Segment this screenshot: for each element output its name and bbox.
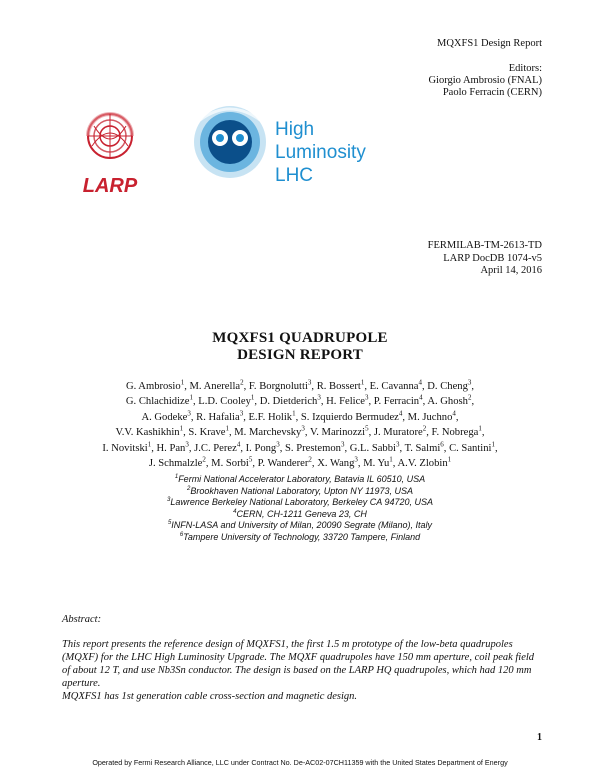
author-affiliation-number: 3 bbox=[301, 424, 305, 433]
author-affiliation-number: 1 bbox=[389, 455, 393, 464]
author-affiliation-number: 4 bbox=[452, 409, 456, 418]
abstract-label: Abstract: bbox=[62, 614, 102, 625]
author-affiliation-number: 3 bbox=[467, 378, 472, 387]
author-affiliation-number: 1 bbox=[447, 455, 452, 464]
author-name: E. Cavanna$^4$ bbox=[369, 378, 422, 392]
editor-1: Giorgio Ambrosio (FNAL) bbox=[428, 75, 542, 86]
authors-line: J. Schmalzle$^2$, M. Sorbi$^5$, P. Wanderer$^2$, X. Wang$^3$, M. Yu$^1$, A.V. Zlobin$^1$ bbox=[148, 455, 452, 470]
document-info bbox=[428, 240, 542, 278]
author-affiliation-number: 1 bbox=[250, 393, 255, 402]
author-affiliation-number: 2 bbox=[308, 455, 312, 464]
author-affiliation-number: 1 bbox=[478, 424, 482, 433]
author-name: A. Ghosh$^2$ bbox=[427, 393, 472, 408]
affiliation-text: INFN-LASA and University of Milan, 20090 Segrate (Milano), Italy bbox=[171, 520, 433, 530]
page-number: 1 bbox=[537, 732, 542, 743]
author-name: I. Novitski$^1$ bbox=[102, 440, 152, 454]
title-line-1: MQXFS1 QUADRUPOLE bbox=[212, 330, 388, 346]
author-affiliation-number: 3 bbox=[395, 440, 400, 449]
author-name: R. Hafalia$^3$ bbox=[196, 409, 244, 423]
affiliation-item bbox=[60, 509, 540, 521]
affiliation-number: 2 bbox=[187, 485, 191, 492]
author-affiliation-number: 3 bbox=[317, 393, 321, 402]
hilumi-line2: Luminosity bbox=[275, 142, 366, 163]
author-name: P. Wanderer$^2$ bbox=[257, 455, 312, 470]
author-affiliation-number: 2 bbox=[202, 455, 206, 464]
author-affiliation-number: 1 bbox=[491, 440, 495, 449]
author-affiliation-number: 1 bbox=[147, 440, 152, 449]
hilumi-emblem-icon bbox=[194, 106, 266, 178]
author-name: F. Borgnolutti$^3$ bbox=[248, 378, 312, 392]
affiliation-item bbox=[60, 486, 540, 498]
larp-logo-graphic bbox=[70, 100, 390, 210]
editors-block bbox=[428, 63, 542, 99]
author-affiliation-number: 4 bbox=[418, 378, 422, 387]
author-name: E.F. Holik$^1$ bbox=[248, 409, 296, 423]
author-affiliation-number: 3 bbox=[307, 378, 312, 387]
author-name: S. Krave$^1$ bbox=[188, 424, 229, 439]
affiliation-number: 5 bbox=[167, 520, 172, 526]
hilumi-line1: High bbox=[275, 119, 315, 140]
author-name: I. Pong$^3$ bbox=[245, 440, 280, 454]
author-name: V. Marinozzi$^5$ bbox=[309, 424, 369, 439]
author-name: J. Muratore$^2$ bbox=[373, 424, 427, 439]
author-affiliation-number: 3 bbox=[239, 409, 244, 418]
author-affiliation-number: 5 bbox=[248, 455, 253, 464]
abstract-para-2: MQXFS1 has 1st generation cable cross-section and magnetic design. bbox=[62, 691, 358, 702]
docdb-number: LARP DocDB 1074-v5 bbox=[443, 252, 542, 264]
author-name: S. Prestemon$^3$ bbox=[285, 440, 345, 454]
author-name: F. Nobrega$^1$ bbox=[431, 424, 482, 439]
author-name: G. Ambrosio$^1$ bbox=[125, 378, 185, 392]
affiliation-number: 3 bbox=[167, 497, 171, 503]
abstract-para-1: This report presents the reference design of MQXFS1, the first 1.5 m prototype of the low-beta quadrupoles (MQXF) for the LHC High Luminosity Upgrade. The MQXF quadrupoles have 150 mm aperture, coil peak field of about 12 T, and use Nb3Sn conductor. The design is based on the LARP HQ quadrupoles, which had 120 mm aperture. bbox=[62, 639, 535, 689]
authors-line: I. Novitski$^1$, H. Pan$^3$, J.C. Perez$^4$, I. Pong$^3$, S. Prestemon$^3$, G.L. Sabbi$^3$, T. Salmi$^6$, C. Santini$^1$, bbox=[102, 440, 498, 454]
author-affiliation-number: 1 bbox=[292, 409, 296, 418]
author-affiliation-number: 3 bbox=[354, 455, 358, 464]
author-affiliation-number: 1 bbox=[179, 424, 184, 433]
hilumi-line3: LHC bbox=[275, 165, 314, 186]
author-affiliation-number: 1 bbox=[360, 378, 365, 387]
affiliations-list bbox=[60, 474, 540, 543]
report-header bbox=[437, 38, 542, 50]
affiliation-number: 1 bbox=[174, 474, 179, 480]
author-name: D. Cheng$^3$ bbox=[427, 378, 472, 392]
author-affiliation-number: 6 bbox=[440, 440, 444, 449]
page-title bbox=[0, 330, 600, 364]
editor-2: Paolo Ferracin (CERN) bbox=[442, 87, 542, 98]
author-name: M. Sorbi$^5$ bbox=[211, 455, 253, 470]
logos bbox=[70, 100, 390, 210]
author-name: C. Santini$^1$ bbox=[449, 440, 495, 454]
title-line-2: DESIGN REPORT bbox=[237, 347, 363, 363]
author-name: M. Anerella$^2$ bbox=[189, 378, 244, 392]
author-affiliation-number: 1 bbox=[225, 424, 229, 433]
affiliation-item bbox=[60, 520, 540, 532]
author-affiliation-number: 1 bbox=[180, 378, 185, 387]
author-affiliation-number: 3 bbox=[187, 409, 191, 418]
author-affiliation-number: 2 bbox=[240, 378, 244, 387]
author-affiliation-number: 3 bbox=[340, 440, 345, 449]
author-name: G. Chlachidize$^1$ bbox=[125, 393, 193, 408]
affiliation-number: 6 bbox=[179, 531, 184, 538]
author-name: P. Ferracin$^4$ bbox=[373, 393, 423, 408]
affiliation-item bbox=[60, 497, 540, 509]
author-affiliation-number: 3 bbox=[185, 440, 189, 449]
author-name: J.C. Perez$^4$ bbox=[194, 440, 241, 454]
author-name: A.V. Zlobin$^1$ bbox=[397, 455, 452, 470]
author-name: S. Izquierdo Bermudez$^4$ bbox=[300, 409, 403, 423]
affiliation-text: Brookhaven National Laboratory, Upton NY 11973, USA bbox=[190, 485, 413, 496]
author-name: H. Pan$^3$ bbox=[156, 440, 189, 454]
author-name: M. Juchno$^4$ bbox=[407, 409, 456, 423]
affiliation-text: Fermi National Accelerator Laboratory, Batavia IL 60510, USA bbox=[178, 474, 426, 484]
affiliation-text: Lawrence Berkeley National Laboratory, Berkeley CA 94720, USA bbox=[170, 497, 433, 507]
authors-list bbox=[40, 379, 560, 471]
larp-emblem-icon bbox=[88, 114, 132, 158]
affiliation-item bbox=[60, 474, 540, 486]
author-name: M. Yu$^1$ bbox=[363, 455, 393, 470]
author-affiliation-number: 4 bbox=[236, 440, 241, 449]
authors-line: G. Chlachidize$^1$, L.D. Cooley$^1$, D. Dietderich$^3$, H. Felice$^3$, P. Ferracin$^4$, A. Ghosh$^2$, bbox=[125, 393, 475, 408]
document-number: FERMILAB-TM-2613-TD bbox=[427, 240, 542, 251]
authors-line: A. Godeke$^3$, R. Hafalia$^3$, E.F. Holik$^1$, S. Izquierdo Bermudez$^4$, M. Juchno$^4$, bbox=[141, 409, 459, 423]
editors-label: Editors: bbox=[508, 63, 542, 74]
abstract bbox=[62, 613, 542, 703]
author-name: A. Godeke$^3$ bbox=[141, 409, 191, 423]
author-name: T. Salmi$^6$ bbox=[404, 440, 444, 454]
authors-line: V.V. Kashikhin$^1$, S. Krave$^1$, M. Marchevsky$^3$, V. Marinozzi$^5$, J. Muratore$^2$, F. Nobrega$^1$, bbox=[115, 424, 485, 439]
affiliation-text: Tampere University of Technology, 33720 Tampere, Finland bbox=[183, 531, 421, 542]
report-name: MQXFS1 Design Report bbox=[436, 38, 542, 49]
author-name: M. Marchevsky$^3$ bbox=[234, 424, 305, 439]
affiliation-number: 4 bbox=[233, 508, 237, 515]
author-name: G.L. Sabbi$^3$ bbox=[349, 440, 400, 454]
author-affiliation-number: 2 bbox=[422, 424, 427, 433]
author-name: R. Bossert$^1$ bbox=[316, 378, 365, 392]
author-affiliation-number: 4 bbox=[398, 409, 403, 418]
author-name: D. Dietderich$^3$ bbox=[259, 393, 321, 408]
document-date: April 14, 2016 bbox=[480, 265, 542, 276]
authors-line: G. Ambrosio$^1$, M. Anerella$^2$, F. Borgnolutti$^3$, R. Bossert$^1$, E. Cavanna$^4$, D. Cheng$^3$, bbox=[125, 378, 475, 392]
author-affiliation-number: 1 bbox=[189, 393, 193, 402]
footer: Operated by Fermi Research Alliance, LLC under Contract No. De-AC02-07CH11359 with the United States Department of Energy bbox=[92, 758, 508, 767]
author-affiliation-number: 3 bbox=[276, 440, 280, 449]
author-affiliation-number: 3 bbox=[365, 393, 369, 402]
author-name: J. Schmalzle$^2$ bbox=[148, 455, 206, 470]
author-affiliation-number: 4 bbox=[419, 393, 423, 402]
author-name: L.D. Cooley$^1$ bbox=[198, 393, 255, 408]
author-name: X. Wang$^3$ bbox=[317, 455, 358, 470]
affiliation-item bbox=[60, 532, 540, 544]
author-affiliation-number: 2 bbox=[467, 393, 472, 402]
larp-text: LARP bbox=[82, 175, 138, 197]
author-name: V.V. Kashikhin$^1$ bbox=[115, 424, 184, 439]
affiliation-text: CERN, CH-1211 Geneva 23, CH bbox=[236, 508, 367, 519]
author-name: H. Felice$^3$ bbox=[326, 393, 369, 408]
author-affiliation-number: 5 bbox=[365, 424, 369, 433]
